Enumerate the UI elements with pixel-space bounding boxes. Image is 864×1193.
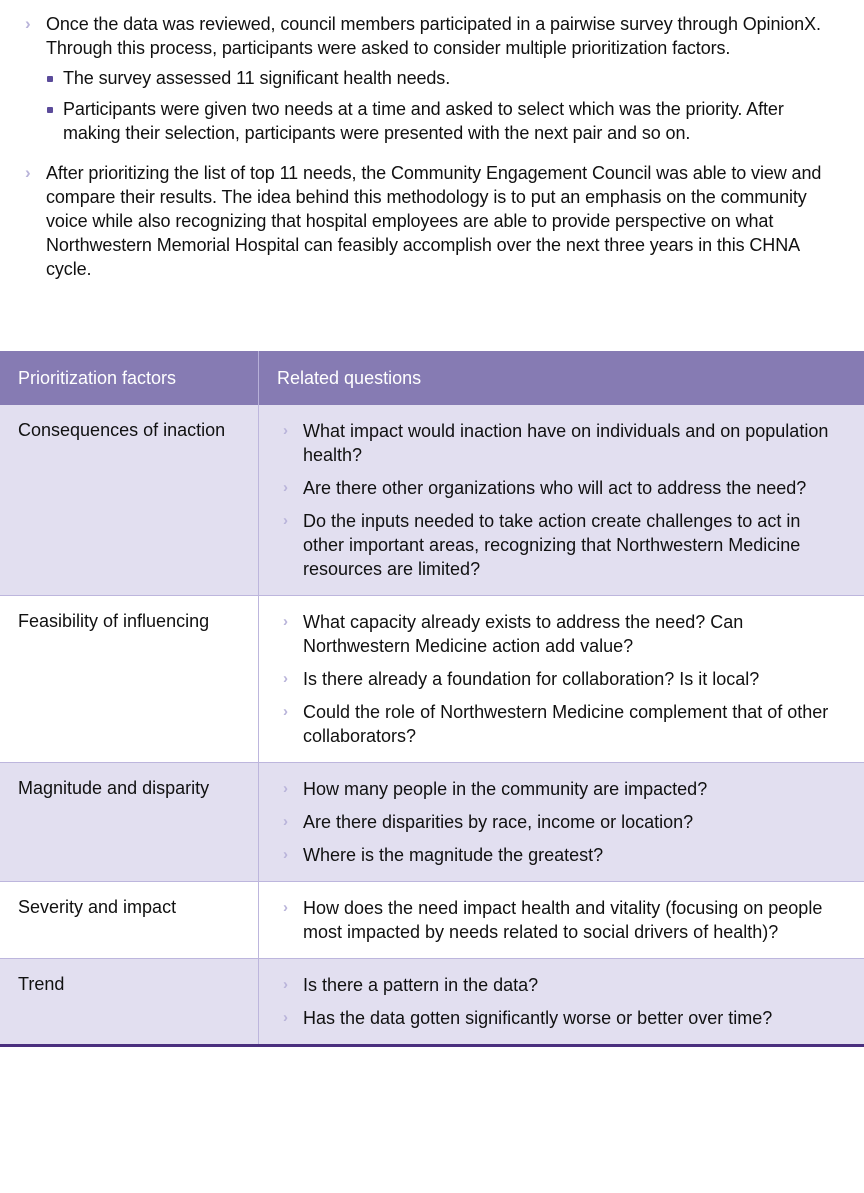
table-row (0, 882, 864, 959)
question-item: › Where is the magnitude the greatest? (283, 845, 604, 865)
factor-cell: Magnitude and disparity (0, 763, 259, 882)
chevron-icon: › (25, 14, 31, 33)
questions-cell (259, 959, 864, 1046)
chevron-icon: › (283, 422, 288, 439)
chevron-icon: › (283, 479, 288, 496)
question-item: › How many people in the community are impacted? (283, 779, 708, 799)
question-item: › What capacity already exists to address the need? Can Northwestern Medicine action add value? (283, 612, 744, 656)
chevron-icon: › (283, 846, 288, 863)
factor-cell: Trend (0, 959, 259, 1046)
paragraph-text: Once the data was reviewed, council members participated in a pairwise survey through OpinionX. Through this process, participants were asked to consider multiple prioritization factors. (46, 14, 821, 58)
chevron-icon: › (283, 813, 288, 830)
prioritization-factors-table (0, 351, 864, 1047)
question-item: › Are there other organizations who will act to address the need? (283, 478, 807, 498)
table-row (0, 596, 864, 763)
question-item: › What impact would inaction have on individuals and on population health? (283, 421, 829, 465)
sub-bullet-item: The survey assessed 11 significant health needs. (46, 66, 844, 90)
factor-cell: Feasibility of influencing (0, 596, 259, 763)
question-item: › How does the need impact health and vitality (focusing on people most impacted by needs related to social drivers of health)? (283, 898, 823, 942)
chevron-icon: › (283, 976, 288, 993)
table-row (0, 763, 864, 882)
chevron-icon: › (283, 703, 288, 720)
chevron-icon: › (283, 899, 288, 916)
sub-bullet-list (46, 66, 844, 145)
intro-section (0, 12, 864, 281)
question-item: › Is there a pattern in the data? (283, 975, 539, 995)
question-item: › Are there disparities by race, income or location? (283, 812, 694, 832)
square-bullet-icon (47, 107, 53, 113)
questions-cell (259, 405, 864, 596)
chevron-icon: › (283, 780, 288, 797)
intro-paragraph (0, 12, 864, 145)
square-bullet-icon (47, 76, 53, 82)
sub-bullet-item: Participants were given two needs at a time and asked to select which was the priority. After making their selection, participants were presented with the next pair and so on. (46, 97, 844, 145)
question-item: › Has the data gotten significantly worse or better over time? (283, 1008, 773, 1028)
column-header-factors: Prioritization factors (0, 351, 259, 405)
column-header-questions: Related questions (259, 351, 864, 405)
chevron-icon: › (25, 163, 31, 182)
chevron-icon: › (283, 670, 288, 687)
question-item: › Is there already a foundation for collaboration? Is it local? (283, 669, 760, 689)
question-item: › Do the inputs needed to take action create challenges to act in other important areas, recognizing that Northwestern Medicine resources are limited? (283, 511, 801, 579)
factor-cell: Severity and impact (0, 882, 259, 959)
factor-cell: Consequences of inaction (0, 405, 259, 596)
table-row (0, 959, 864, 1046)
paragraph-text: After prioritizing the list of top 11 needs, the Community Engagement Council was able to view and compare their results. The idea behind this methodology is to put an emphasis on the community voice while also recognizing that hospital employees are able to provide perspective on what Northwestern Memorial Hospital can feasibly accomplish over the next three years in this CHNA cycle. (46, 163, 822, 279)
questions-cell (259, 882, 864, 959)
chevron-icon: › (283, 613, 288, 630)
chevron-icon: › (283, 1009, 288, 1026)
intro-paragraph (0, 161, 864, 281)
table-header-row (0, 351, 864, 405)
chevron-icon: › (283, 512, 288, 529)
questions-cell (259, 596, 864, 763)
question-item: › Could the role of Northwestern Medicine complement that of other collaborators? (283, 702, 829, 746)
questions-cell (259, 763, 864, 882)
table-row (0, 405, 864, 596)
